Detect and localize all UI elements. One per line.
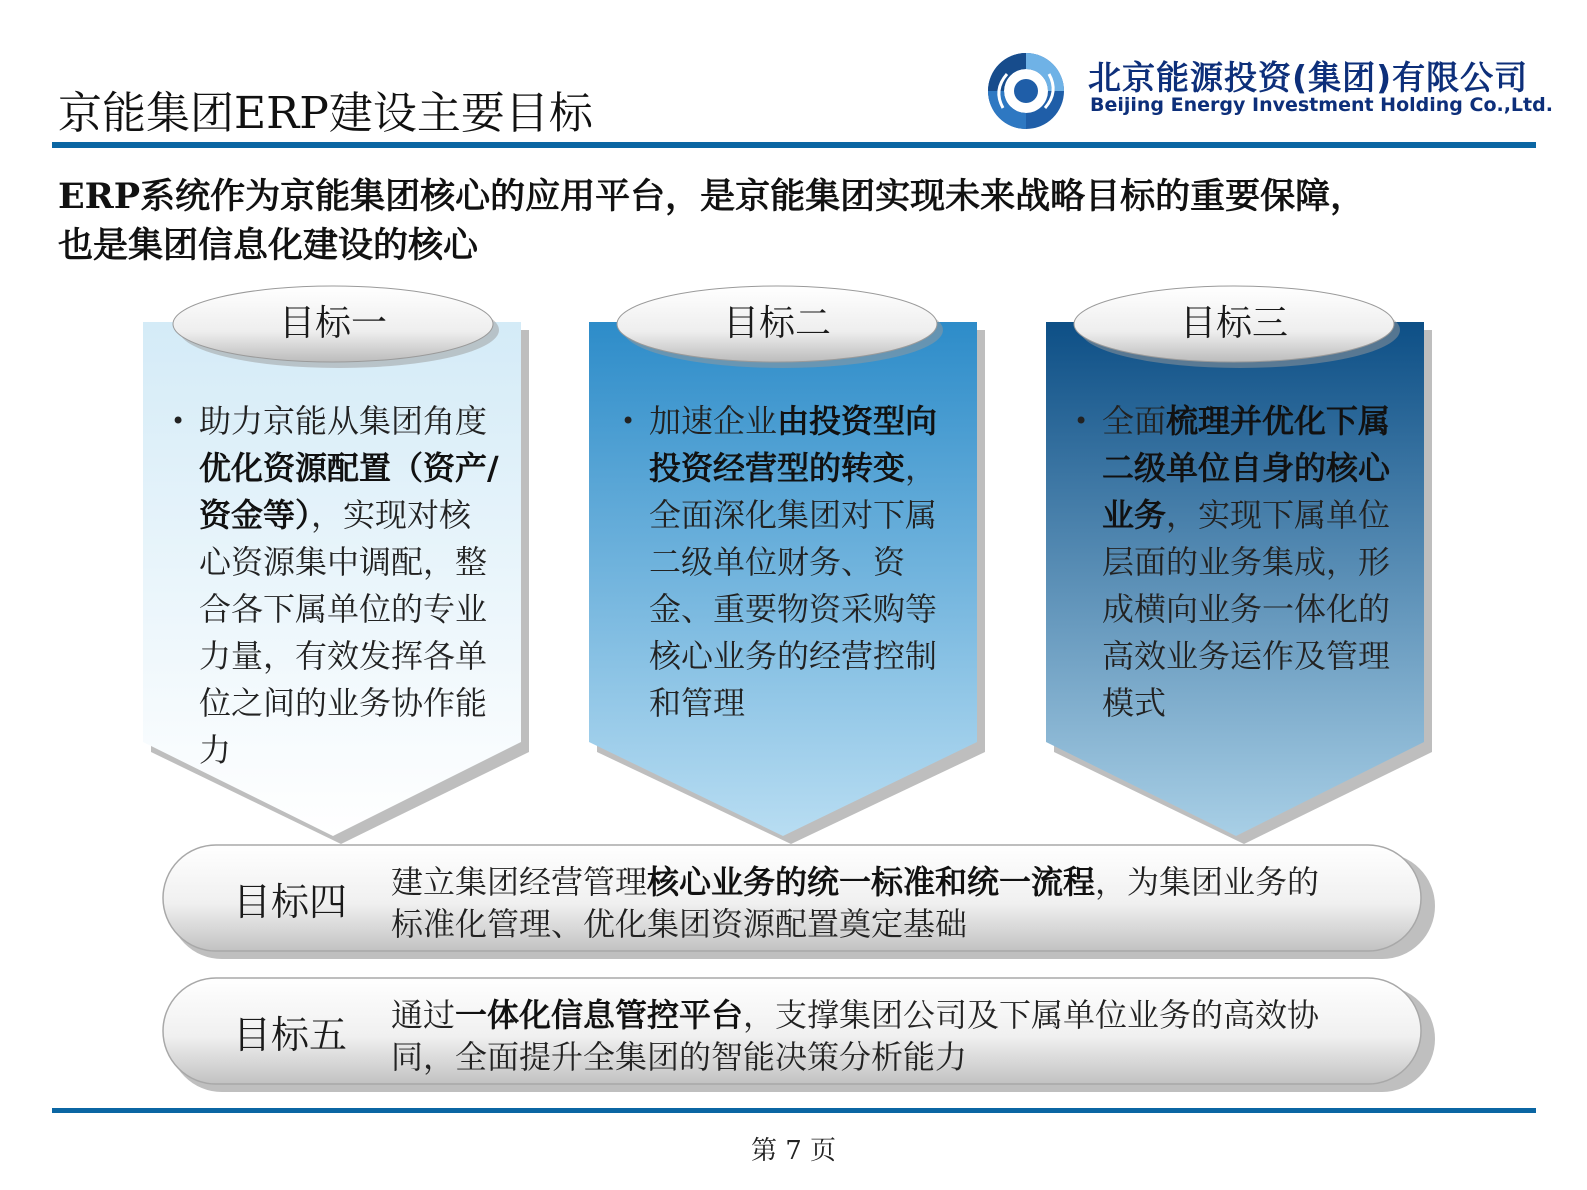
bullet-icon: •	[1074, 407, 1089, 435]
goal-three-label: 目标三	[1179, 303, 1288, 344]
company-name-cn: 北京能源投资(集团)有限公司	[1088, 58, 1529, 97]
company-name-en: Beijing Energy Investment Holding Co.,Ltd.	[1090, 94, 1553, 116]
intro-line-1: ERP系统作为京能集团核心的应用平台，是京能集团实现未来战略目标的重要保障，	[58, 176, 1366, 217]
goal-two-card	[589, 303, 981, 840]
footer-rule	[52, 1108, 1536, 1113]
goal-three-text-bold: 梳理并优化下属二级单位自身的核心业务	[1102, 402, 1391, 534]
goal-two-text-part: ，全面深化集团对下属二级单位财务、资金、重要物资采购等核心业务的经营控制和管理	[649, 449, 938, 722]
goal-five-bar	[163, 978, 1441, 1096]
goal-four-text	[391, 861, 1351, 945]
goal-three-card	[1046, 303, 1438, 840]
goal-two-text	[621, 398, 939, 727]
goal-one-text-part: ，实现对核心资源集中调配，整合各下属单位的专业力量，有效发挥各单位之间的业务协作能力	[199, 496, 488, 769]
goal-two-label: 目标二	[722, 303, 831, 344]
goal-three-text	[1074, 398, 1392, 727]
company-logo	[985, 50, 1067, 132]
goal-one-label: 目标一	[278, 303, 387, 344]
goal-two-text-bold: 由投资型向投资经营型的转变	[649, 402, 938, 487]
goal-three-text-part: ，实现下属单位层面的业务集成，形成横向业务一体化的高效业务运作及管理模式	[1102, 496, 1391, 722]
goal-four-text-bold: 核心业务的统一标准和统一流程	[647, 863, 1096, 901]
bullet-icon: •	[621, 407, 636, 435]
goal-five-label: 目标五	[233, 1013, 348, 1057]
goal-one-text-bold: 优化资源配置	[199, 449, 392, 487]
goal-one-text-part: 助力京能从集团角度	[199, 402, 488, 440]
page-number: 第 7 页	[750, 1136, 837, 1166]
intro-line-2: 也是集团信息化建设的核心	[58, 225, 479, 266]
goal-five-text-part: 通过	[391, 996, 456, 1034]
goal-one-text-bold: （资产/资金等）	[199, 449, 499, 534]
goal-five-text	[391, 994, 1351, 1078]
goal-four-text-part: 建立集团经营管理	[391, 863, 648, 901]
goal-five-text-part: ，支撑集团公司及下属单位业务的高效协同，全面提升全集团的智能决策分析能力	[391, 996, 1320, 1076]
goal-two-text-part: 加速企业	[649, 402, 778, 440]
header-rule	[52, 142, 1536, 148]
goal-five-text-bold: 一体化信息管控平台	[455, 996, 744, 1034]
goal-three-text-part: 全面	[1102, 402, 1167, 440]
page-title: 京能集团ERP建设主要目标	[58, 88, 593, 139]
goal-one-text	[171, 398, 499, 774]
bullet-icon: •	[171, 407, 186, 435]
goal-four-label: 目标四	[233, 880, 348, 924]
goal-four-text-part: ，为集团业务的标准化管理、优化集团资源配置奠定基础	[391, 863, 1320, 943]
goal-four-bar	[163, 845, 1441, 963]
goal-one-card	[143, 303, 535, 840]
intro-text	[58, 172, 1528, 270]
